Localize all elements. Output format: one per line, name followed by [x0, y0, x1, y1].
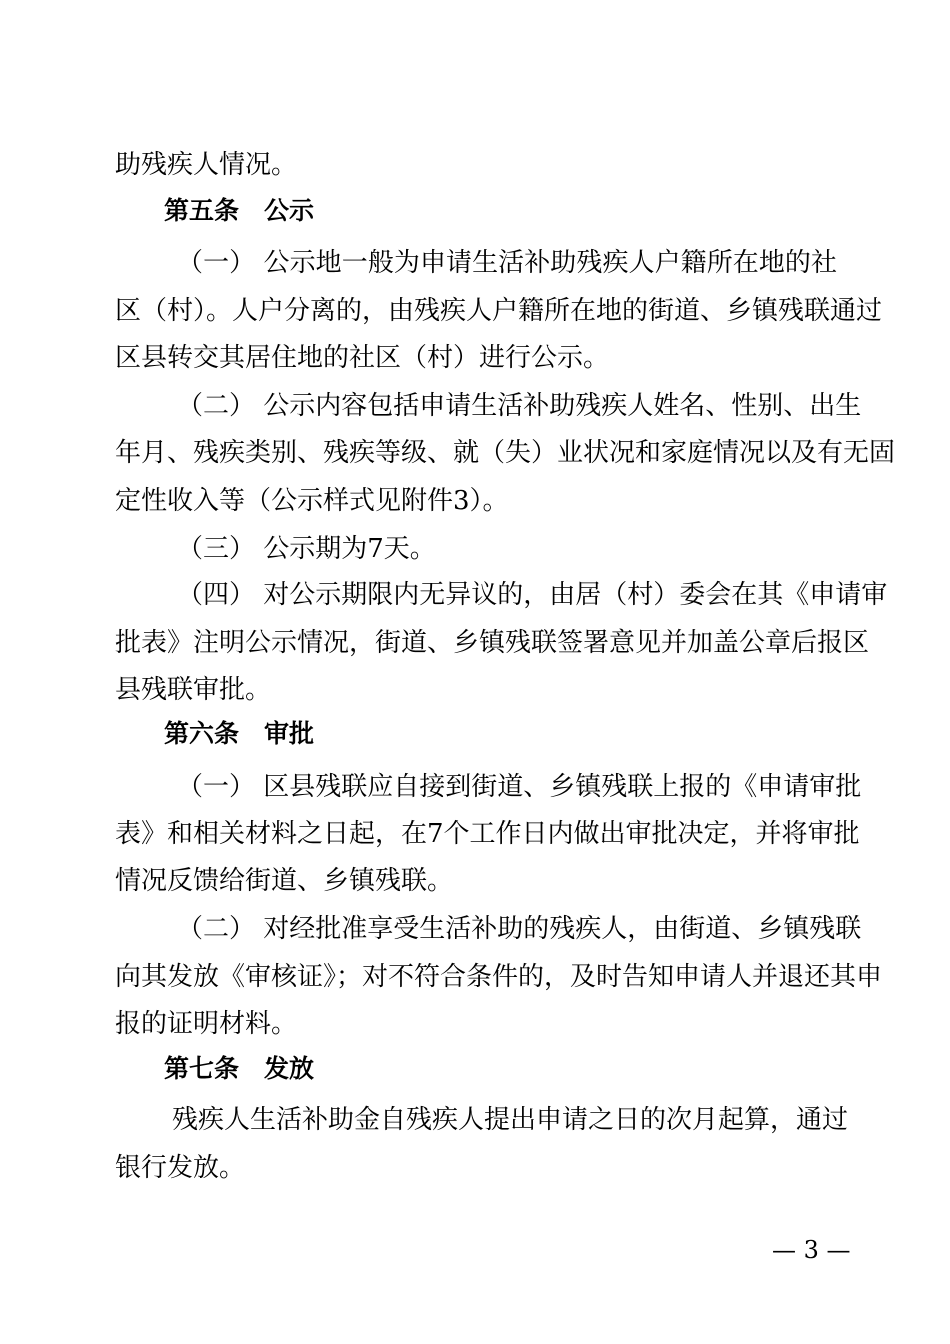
paragraph-line: 残疾人生活补助金自残疾人提出申请之日的次月起算，通过	[172, 1105, 849, 1135]
paragraph-line: 县残联审批。	[115, 675, 272, 705]
paragraph-line: （四） 对公示期限内无异议的，由居（村）委会在其《申请审	[177, 580, 888, 610]
paragraph-line: 报的证明材料。	[115, 1009, 298, 1039]
paragraph-line: 银行发放。	[115, 1153, 246, 1183]
paragraph-line: 年月、残疾类别、残疾等级、就（失）业状况和家庭情况以及有无固	[115, 438, 896, 468]
article-heading-7: 第七条 发放	[164, 1054, 315, 1083]
paragraph-line: 情况反馈给街道、乡镇残联。	[115, 866, 454, 896]
paragraph-line: 向其发放《审核证》；对不符合条件的，及时告知申请人并退还其申	[115, 962, 883, 992]
paragraph-line: （三） 公示期为7天。	[177, 534, 436, 564]
paragraph-line: （二） 公示内容包括申请生活补助残疾人姓名、性别、出生	[177, 391, 862, 421]
paragraph-line: 批表》注明公示情况，街道、乡镇残联签署意见并加盖公章后报区	[115, 628, 870, 658]
paragraph-line: 表》和相关材料之日起，在7个工作日内做出审批决定，并将审批	[115, 819, 860, 849]
paragraph-line: 定性收入等（公示样式见附件3）。	[115, 486, 509, 516]
paragraph-line: 助残疾人情况。	[115, 150, 298, 180]
paragraph-line: 区（村）。人户分离的，由残疾人户籍所在地的街道、乡镇残联通过	[115, 296, 883, 326]
paragraph-line: （一） 区县残联应自接到街道、乡镇残联上报的《申请审批	[177, 772, 862, 802]
paragraph-line: （一） 公示地一般为申请生活补助残疾人户籍所在地的社	[177, 248, 837, 278]
article-heading-5: 第五条 公示	[164, 196, 315, 225]
paragraph-line: 区县转交其居住地的社区（村）进行公示。	[115, 343, 610, 373]
paragraph-line: （二） 对经批准享受生活补助的残疾人，由街道、乡镇残联	[177, 914, 862, 944]
page-number: — 3 —	[772, 1236, 851, 1264]
article-heading-6: 第六条 审批	[164, 719, 315, 748]
